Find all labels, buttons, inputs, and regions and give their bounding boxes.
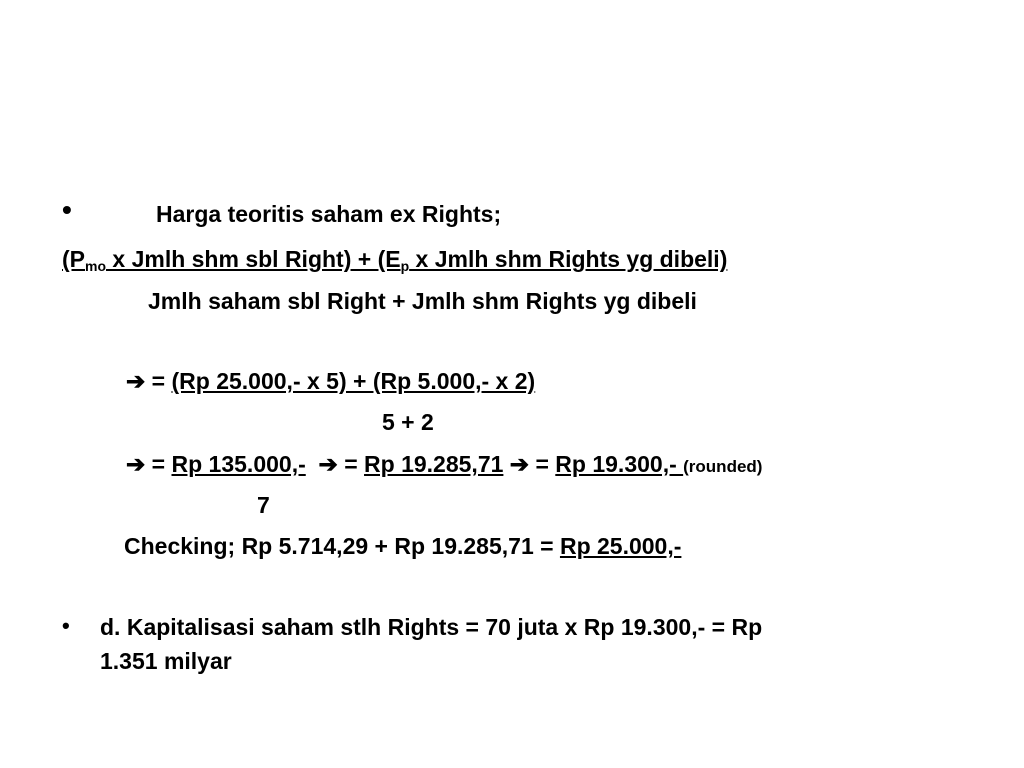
step2-equals-1: = [145,451,172,477]
kapitalisasi-line-1: d. Kapitalisasi saham stlh Rights = 70 juta x Rp 19.300,- = Rp [100,614,763,640]
checking-line [124,532,681,560]
step2-line [126,450,762,481]
step2-rounded-note: (rounded) [683,457,763,476]
step2-value-2: Rp 19.285,71 [364,451,504,477]
kapitalisasi-line-2: 1.351 milyar [100,648,232,674]
formula-denominator: Jmlh saham sbl Right + Jmlh shm Rights yg dibeli [148,288,697,314]
step2-equals-3: = [529,451,556,477]
step2-value-1: Rp 135.000,- [171,451,306,477]
checking-text: Checking; Rp 5.714,29 + Rp 19.285,71 = [124,533,560,559]
arrow-right-icon: ➔ [509,451,530,477]
step2-value-3: Rp 19.300,- [555,451,684,477]
arrow-right-icon: ➔ [318,451,338,477]
arrow-right-icon: ➔ [126,368,146,394]
bullet-marker-2: • [62,613,70,638]
formula-num-mid: x Jmlh shm sbl Right) + (E [106,246,401,272]
checking-result: Rp 25.000,- [559,533,682,559]
arrow-right-icon: ➔ [126,451,146,477]
formula-sub-p: p [400,258,410,274]
formula-num-end: x Jmlh shm Rights yg dibeli) [409,246,728,272]
step2-denominator: 7 [257,492,270,518]
bullet-marker-1: • [62,194,72,225]
formula-sub-mo: mo [85,258,106,274]
step1-numerator: (Rp 25.000,- x 5) + (Rp 5.000,- x 2) [171,368,536,394]
step1-numerator-line [126,367,535,395]
step1-denominator: 5 + 2 [382,409,434,435]
formula-num-open: (P [62,246,85,272]
formula-numerator [62,245,727,273]
step1-equals: = [145,368,172,394]
heading-harga-teoritis: Harga teoritis saham ex Rights; [156,201,502,227]
step2-equals-2: = [337,451,365,477]
